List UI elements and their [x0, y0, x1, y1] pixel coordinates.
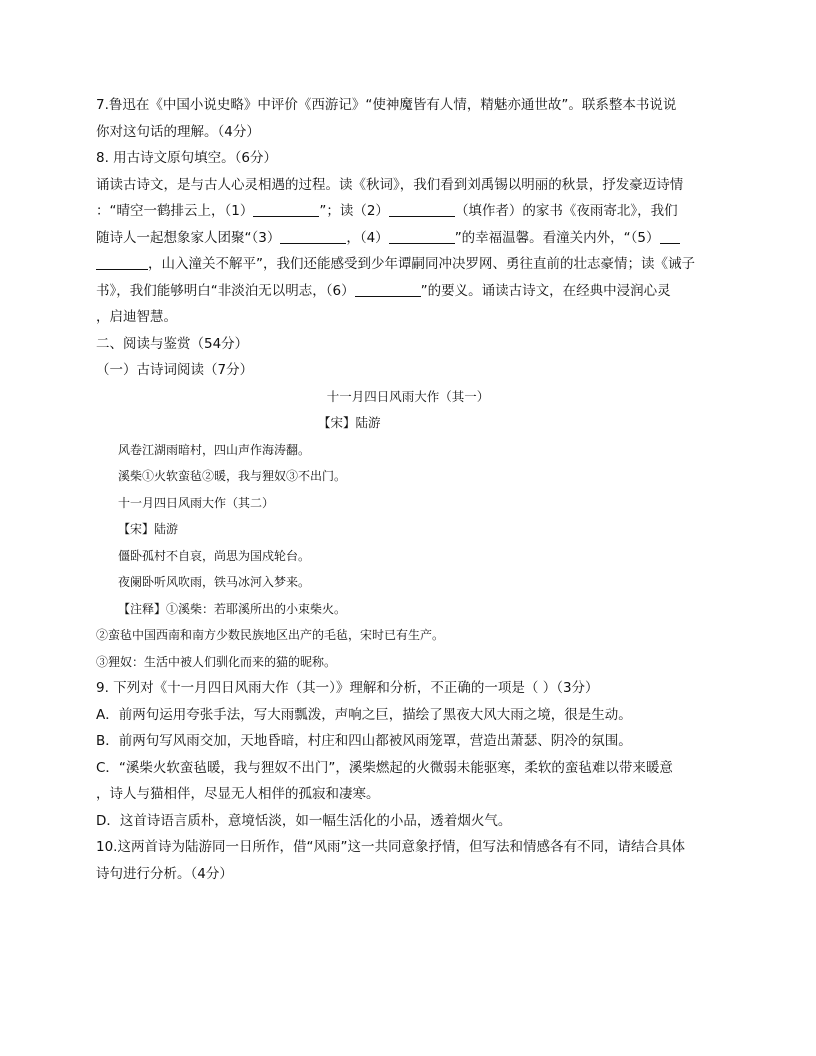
poem-1-title: 十一月四日风雨大作（其一）	[326, 388, 490, 404]
answer-blank-5b[interactable]	[96, 254, 148, 270]
q10-line-1: 10.这两首诗为陆游同一日所作，借“风雨”这一共同意象抒情，但写法和情感各有不同，请结合具体	[96, 839, 685, 855]
q8-text-4a: ，山入潼关不解平”，我们还能感受到少年谭嗣同冲决罗网、勇往直前的壮志豪情；读《诫子	[148, 256, 695, 272]
answer-blank-1[interactable]	[253, 201, 319, 217]
section-title: 二、阅读与鉴赏（54分）	[96, 335, 249, 352]
answer-blank-2[interactable]	[389, 201, 455, 217]
q8-line-4	[96, 251, 720, 278]
q8-text-2b: ”；读（2）	[319, 203, 389, 219]
q8-text-5a: 书》，我们能够明白“非淡泊无以明志，（6）	[96, 282, 355, 299]
q8-text-3b: ，（4）	[346, 229, 389, 246]
q8-heading: 8. 用古诗文原句填空。（6分）	[96, 150, 278, 166]
poem-2-author: 【宋】陆游	[118, 522, 179, 536]
q9-option-c[interactable]: C．“溪柴火软蛮毡暖，我与狸奴不出门”，溪柴燃起的火微弱未能驱寒，柔软的蛮毡难以带来暖意	[96, 759, 673, 776]
poem-1-line-1: 风卷江湖雨暗村，四山声作海涛翻。	[118, 442, 311, 457]
q9-option-b[interactable]: B．前两句写风雨交加，天地昏暗，村庄和四山都被风雨笼罩，营造出萧瑟、阴冷的氛围。	[96, 733, 632, 749]
note-1: 【注释】①溪柴：若耶溪所出的小束柴火。	[118, 601, 347, 616]
q8-text-2a: ：“晴空一鹤排云上，（1）	[96, 203, 254, 219]
poem-1-line-2: 溪柴①火软蛮毡②暖，我与狸奴③不出门。	[118, 469, 347, 483]
poem-2-line-1: 僵卧孤村不自哀，尚思为国戍轮台。	[118, 548, 311, 563]
q9-option-c-cont[interactable]: ，诗人与猫相伴，尽显无人相伴的孤寂和凄寒。	[96, 786, 380, 802]
q10-line-2: 诗句进行分析。（4分）	[96, 865, 233, 882]
exam-page	[96, 92, 720, 887]
q8-text-3a: 随诗人一起想象家人团聚“（3）	[96, 229, 281, 246]
q8-text-2c: （填作者）的家书《夜雨寄北》，我们	[454, 203, 678, 219]
q9-stem: 9. 下列对《十一月四日风雨大作（其一）》理解和分析，不正确的一项是（ ）（3分）	[96, 680, 599, 696]
note-2: ②蛮毡中国西南和南方少数民族地区出产的毛毡，宋时已有生产。	[96, 628, 445, 642]
q8-text-5b: ”的要义。诵读古诗文，在经典中浸润心灵	[420, 282, 671, 299]
q7-line-1: 7.鲁迅在《中国小说史略》中评价《西游记》“使神魔皆有人情，精魅亦通世故”。联系整本书说说	[96, 97, 677, 113]
poem-2-title: 十一月四日风雨大作（其二）	[118, 495, 275, 510]
q8-line-2	[96, 198, 720, 225]
q8-line-3	[96, 225, 720, 252]
q9-option-d[interactable]: D．这首诗语言质朴，意境恬淡，如一幅生活化的小品，透着烟火气。	[96, 812, 512, 829]
q8-line-5	[96, 278, 720, 305]
q9-option-a[interactable]: A．前两句运用夸张手法，写大雨瓢泼，声响之巨，描绘了黑夜大风大雨之境，很是生动。	[96, 706, 632, 723]
answer-blank-3[interactable]	[280, 228, 346, 244]
poem-1-author: 【宋】陆游	[318, 415, 381, 430]
answer-blank-4[interactable]	[389, 228, 455, 244]
answer-blank-5a[interactable]	[660, 228, 680, 244]
q7-line-2: 你对这句话的理解。（4分）	[96, 123, 260, 140]
subsection-title: （一）古诗词阅读（7分）	[96, 362, 254, 378]
q8-line-6: ，启迪智慧。	[96, 309, 177, 325]
note-3: ③狸奴：生活中被人们驯化而来的猫的昵称。	[96, 654, 337, 669]
poem-2-line-2: 夜阑卧听风吹雨，铁马冰河入梦来。	[118, 575, 311, 589]
q8-line-1: 诵读古诗文，是与古人心灵相遇的过程。读《秋词》，我们看到刘禹锡以明丽的秋景，抒发豪迈诗情	[96, 176, 684, 193]
answer-blank-6[interactable]	[355, 281, 421, 297]
q8-text-3c: ”的幸福温馨。看潼关内外，“（5）	[454, 229, 660, 246]
